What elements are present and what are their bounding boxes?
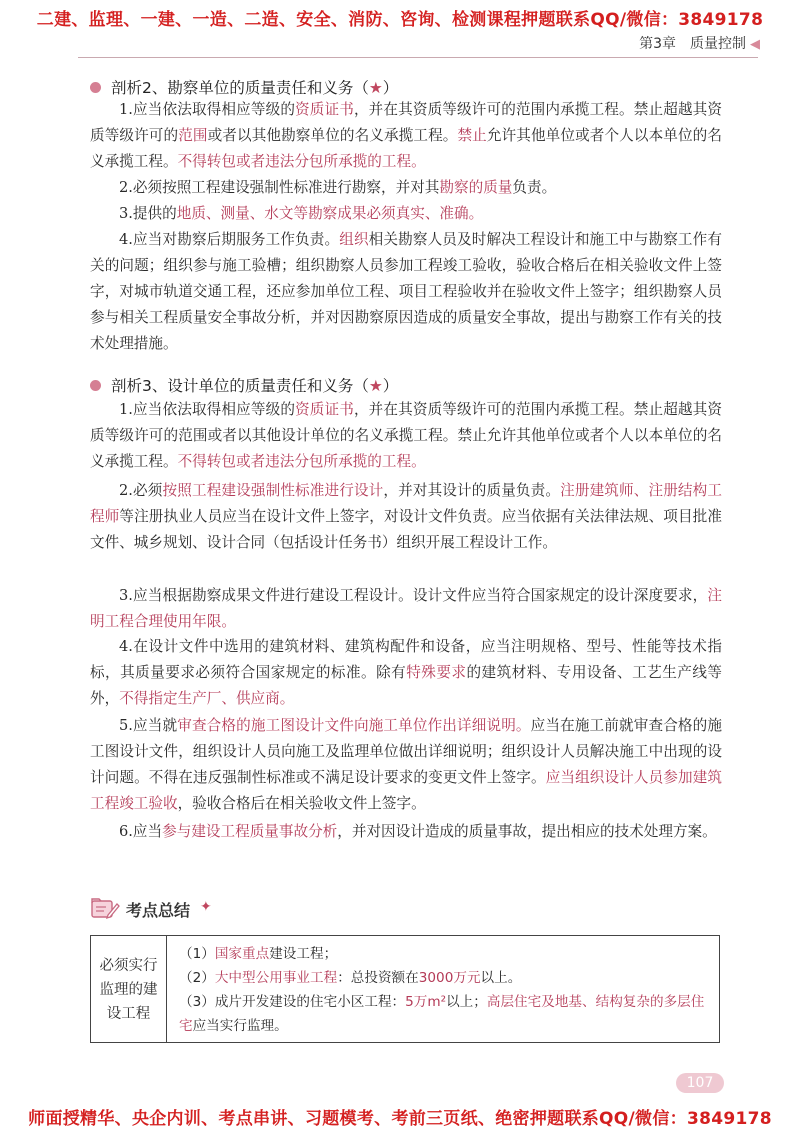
section2-para3: 3.提供的地质、测量、水文等勘察成果必须真实、准确。 — [119, 205, 484, 222]
section3-para5: 5.应当就审查合格的施工图设计文件向施工单位作出详细说明。应当在施工前就审查合格的施工图设计文件，组织设计人员向施工及监理单位做出详细说明；组织设计人员解决施工中出现的设计问题。不得在违反强制性标准或不满足设计要求的变更文件上签字。应当组织设计人员参加建筑工程竣工验收，验收合格后在相关验收文件上签字。 — [90, 717, 722, 812]
bullet-dot-icon — [90, 82, 101, 93]
summary-row-3: （3）成片开发建设的住宅小区工程：5万m²以上；高层住宅及地基、结构复杂的多层住宅应当实行监理。 — [179, 994, 705, 1034]
bottom-ad-banner: 师面授精华、央企内训、考点串讲、习题模考、考前三页纸、绝密押题联系QQ/微信：3849178 — [28, 1109, 772, 1129]
header-divider — [78, 57, 758, 58]
star-icon: ★ — [368, 377, 383, 395]
chapter-number: 第3章 — [639, 36, 676, 52]
section3-heading: 剖析3、设计单位的质量责任和义务（★） — [90, 374, 398, 396]
chapter-title: 质量控制 — [690, 36, 746, 52]
summary-table — [90, 935, 720, 1043]
chapter-header — [639, 33, 760, 53]
sparkle-icon: ✦ — [200, 899, 212, 915]
section2-para4: 4.应当对勘察后期服务工作负责。组织相关勘察人员及时解决工程设计和施工中与勘察工作有关的问题；组织参与施工验槽；组织勘察人员参加工程竣工验收，验收合格后在相关验收文件上签字，对城市轨道交通工程，还应参加单位工程、项目工程验收并在验收文件上签字；组织勘察人员参与相关工程质量安全事故分析，并对因勘察原因造成的质量安全事故，提出与勘察工作有关的技术处理措施。 — [90, 231, 722, 352]
section3-para1: 1.应当依法取得相应等级的资质证书，并在其资质等级许可的范围内承揽工程。禁止超越其资质等级许可的范围或者以其他设计单位的名义承揽工程。禁止允许其他单位或者个人以本单位的名义承揽工程。不得转包或者违法分包所承揽的工程。 — [90, 401, 722, 470]
section3-para4: 4.在设计文件中选用的建筑材料、建筑构配件和设备，应当注明规格、型号、性能等技术指标，其质量要求必须符合国家规定的标准。除有特殊要求的建筑材料、专用设备、工艺生产线等外，不得指定生产厂、供应商。 — [90, 638, 722, 707]
star-icon: ★ — [368, 79, 383, 97]
bullet-dot-icon — [90, 380, 101, 391]
section3-para6: 6.应当参与建设工程质量事故分析，并对因设计造成的质量事故，提出相应的技术处理方案。 — [119, 823, 717, 840]
summary-table-content — [179, 942, 715, 1038]
folder-pen-icon — [90, 895, 120, 925]
triangle-left-icon: ◀ — [750, 37, 760, 52]
summary-table-label: 必须实行 监理的建 设工程 — [91, 936, 167, 1042]
summary-row-1: （1）国家重点建设工程； — [179, 946, 338, 962]
top-ad-banner: 二建、监理、一建、一造、二造、安全、消防、咨询、检测课程押题联系QQ/微信：3849178 — [36, 10, 764, 30]
section2-para2: 2.必须按照工程建设强制性标准进行勘察，并对其勘察的质量负责。 — [119, 179, 557, 196]
summary-row-2: （2）大中型公用事业工程：总投资额在3000万元以上。 — [179, 970, 522, 986]
page-number: 107 — [676, 1073, 724, 1093]
section3-para3: 3.应当根据勘察成果文件进行建设工程设计。设计文件应当符合国家规定的设计深度要求，注明工程合理使用年限。 — [90, 587, 722, 630]
section2-para1: 1.应当依法取得相应等级的资质证书，并在其资质等级许可的范围内承揽工程。禁止超越其资质等级许可的范围或者以其他勘察单位的名义承揽工程。禁止允许其他单位或者个人以本单位的名义承揽工程。不得转包或者违法分包所承揽的工程。 — [90, 101, 722, 170]
section2-heading: 剖析2、勘察单位的质量责任和义务（★） — [90, 76, 398, 98]
section3-para2: 2.必须按照工程建设强制性标准进行设计，并对其设计的质量负责。注册建筑师、注册结构工程师等注册执业人员应当在设计文件上签字，对设计文件负责。应当依据有关法律法规、项目批准文件、城乡规划、设计合同（包括设计任务书）组织开展工程设计工作。 — [90, 482, 722, 551]
